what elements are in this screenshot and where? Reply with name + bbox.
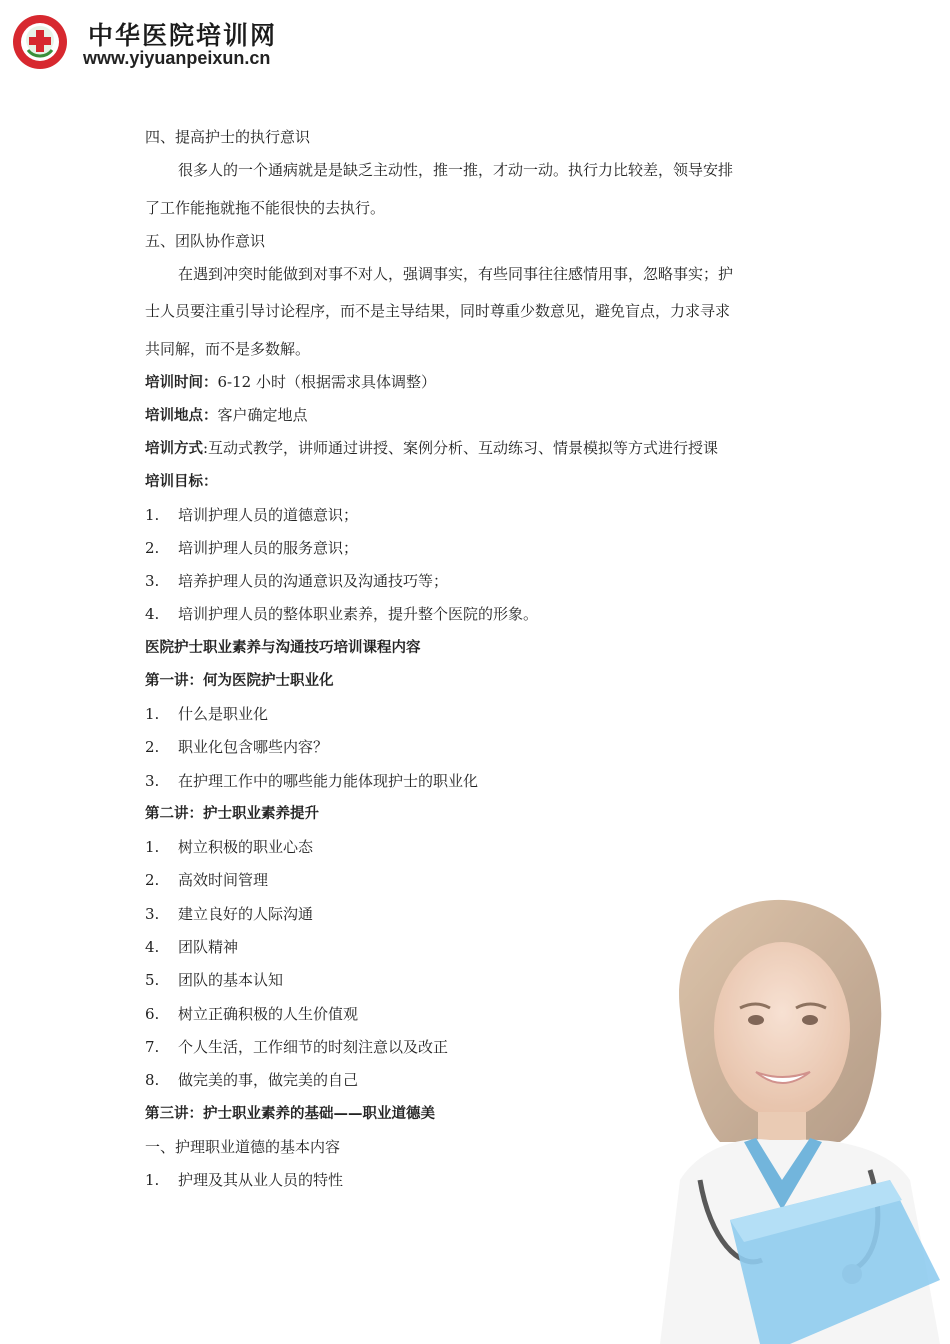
training-method	[145, 437, 718, 460]
list-number: 5.	[145, 971, 160, 989]
list-text: 职业化包含哪些内容？	[178, 738, 329, 756]
list-text: 树立正确积极的人生价值观	[178, 1005, 359, 1023]
section-5-paragraph-line-1: 在遇到冲突时能做到对事不对人，强调事实，有些同事往往感情用事，忽略事实；护	[178, 265, 734, 283]
list-number: 4.	[145, 605, 160, 623]
lecture-3-subtitle: 一、护理职业道德的基本内容	[145, 1138, 341, 1156]
list-text: 什么是职业化	[178, 705, 269, 723]
list-text: 培训护理人员的整体职业素养，提升整个医院的形象。	[178, 605, 539, 623]
logo-url: www.yiyuanpeixun.cn	[83, 48, 271, 68]
list-number: 4.	[145, 938, 160, 956]
list-text: 培训护理人员的道德意识；	[178, 506, 359, 524]
list-number: 3.	[145, 772, 160, 790]
nurse-illustration	[640, 880, 950, 1344]
section-4-paragraph-line-1: 很多人的一个通病就是是缺乏主动性，推一推，才动一动。执行力比较差，领导安排	[178, 161, 734, 179]
section-5-paragraph-line-3: 共同解，而不是多数解。	[145, 340, 311, 358]
list-text: 树立积极的职业心态	[178, 838, 314, 856]
list-number: 1.	[145, 838, 160, 856]
site-logo	[12, 14, 282, 74]
lecture-2-title: 第二讲：护士职业素养提升	[145, 806, 319, 822]
list-text: 培训护理人员的服务意识；	[178, 539, 359, 557]
list-number: 6.	[145, 1005, 160, 1023]
training-place-label: 培训地点：	[145, 408, 218, 424]
lecture-1-title: 第一讲：何为医院护士职业化	[145, 673, 334, 689]
training-time-label: 培训时间：	[145, 375, 218, 391]
training-goal-label: 培训目标：	[145, 474, 218, 490]
hospital-cross-logo-icon	[12, 14, 68, 70]
list-number: 1.	[145, 1171, 160, 1189]
list-number: 2.	[145, 738, 160, 756]
training-place	[145, 404, 308, 427]
list-text: 在护理工作中的哪些能力能体现护士的职业化	[178, 772, 479, 790]
list-text: 建立良好的人际沟通	[178, 905, 314, 923]
list-number: 1.	[145, 506, 160, 524]
training-method-label: 培训方式	[145, 441, 203, 457]
list-number: 3.	[145, 572, 160, 590]
list-text: 个人生活，工作细节的时刻注意以及改正	[178, 1038, 449, 1056]
lecture-3-title: 第三讲：护士职业素养的基础——职业道德美	[145, 1106, 435, 1122]
list-number: 1.	[145, 705, 160, 723]
training-time-value: 6-12 小时（根据需求具体调整）	[217, 373, 436, 391]
list-number: 3.	[145, 905, 160, 923]
list-number: 8.	[145, 1071, 160, 1089]
section-5-paragraph-line-2: 士人员要注重引导讨论程序，而不是主导结果，同时尊重少数意见，避免盲点，力求寻求	[145, 302, 731, 320]
list-text: 培养护理人员的沟通意识及沟通技巧等；	[178, 572, 449, 590]
section-5-title: 五、团队协作意识	[145, 232, 266, 250]
training-method-value: :互动式教学，讲师通过讲授、案例分析、互动练习、情景模拟等方式进行授课	[203, 439, 719, 457]
training-place-value: 客户确定地点	[217, 406, 308, 424]
list-text: 高效时间管理	[178, 871, 269, 889]
training-time	[145, 371, 436, 394]
list-text: 护理及其从业人员的特性	[178, 1171, 344, 1189]
list-text: 团队的基本认知	[178, 971, 284, 989]
list-number: 2.	[145, 871, 160, 889]
section-4-title: 四、提高护士的执行意识	[145, 128, 311, 146]
list-number: 7.	[145, 1038, 160, 1056]
list-text: 做完美的事，做完美的自己	[178, 1071, 359, 1089]
logo-chinese-title: 中华医院培训网	[88, 21, 278, 50]
course-title: 医院护士职业素养与沟通技巧培训课程内容	[145, 640, 421, 656]
list-text: 团队精神	[178, 938, 239, 956]
list-number: 2.	[145, 539, 160, 557]
section-4-paragraph-line-2: 了工作能拖就拖不能很快的去执行。	[145, 199, 386, 217]
